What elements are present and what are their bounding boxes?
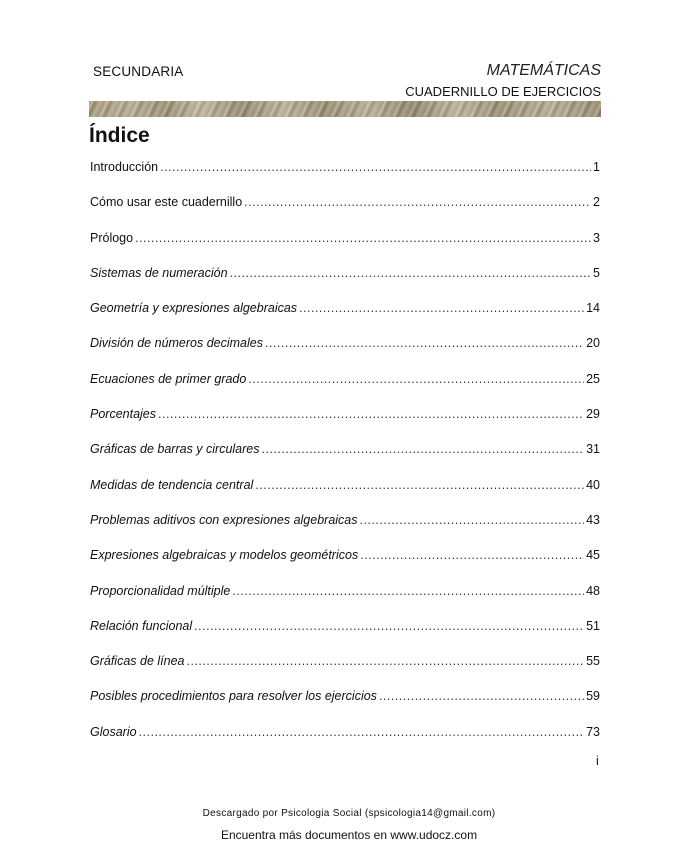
header-subject: MATEMÁTICAS (486, 62, 601, 79)
toc-entry-page: 5 (593, 265, 600, 280)
toc-entry[interactable] (90, 584, 600, 619)
toc-entry-label: Geometría y expresiones algebraicas (90, 301, 298, 316)
toc-entry-page: 31 (586, 442, 600, 457)
toc-entry[interactable] (90, 442, 600, 477)
toc-entry-page: 20 (586, 336, 600, 351)
toc-entry-page: 48 (586, 583, 600, 598)
toc-entry-label: Gráficas de línea (90, 654, 185, 669)
toc-entry-page: 1 (593, 160, 600, 174)
toc-leader-dots (262, 442, 585, 456)
toc-entry[interactable] (90, 336, 600, 371)
toc-entry-page: 43 (586, 512, 600, 527)
toc-entry-page: 29 (586, 407, 600, 422)
toc-entry[interactable] (90, 160, 600, 195)
toc-entry[interactable] (90, 654, 600, 689)
toc-entry-page: 55 (586, 654, 600, 669)
toc-entry[interactable] (90, 725, 600, 760)
toc-entry-label: Relación funcional (90, 618, 193, 633)
toc-entry[interactable] (90, 513, 600, 548)
toc-entry-label: Introducción (90, 160, 159, 174)
toc-entry[interactable] (90, 407, 600, 442)
toc-leader-dots (265, 336, 584, 350)
toc-leader-dots (139, 725, 585, 739)
toc-entry-page: 40 (586, 477, 600, 492)
toc-leader-dots (135, 231, 591, 245)
toc-entry-label: Porcentajes (90, 407, 157, 422)
toc-entry[interactable] (90, 689, 600, 724)
toc-entry-page: 25 (586, 371, 600, 386)
toc-leader-dots (244, 195, 591, 209)
toc-entry[interactable] (90, 231, 600, 266)
toc-entry-page: 59 (586, 689, 600, 704)
toc-entry-label: Gráficas de barras y circulares (90, 442, 260, 457)
toc-entry[interactable] (90, 372, 600, 407)
toc-entry[interactable] (90, 478, 600, 513)
toc-entry-label: Cómo usar este cuadernillo (90, 195, 243, 210)
toc-leader-dots (158, 407, 584, 421)
header-right (405, 61, 601, 101)
toc-leader-dots (360, 548, 584, 562)
toc-entry-label: Expresiones algebraicas y modelos geométricos (90, 548, 359, 563)
toc-entry-page: 51 (586, 618, 600, 633)
toc-entry[interactable] (90, 301, 600, 336)
toc-entry-label: Posibles procedimientos para resolver los ejercicios (90, 689, 377, 704)
toc-leader-dots (248, 372, 584, 386)
toc-entry-page: 14 (586, 301, 600, 316)
toc-entry-label: Medidas de tendencia central (90, 477, 254, 492)
toc-entry-label: Problemas aditivos con expresiones algebraicas (90, 512, 358, 527)
toc-entry[interactable] (90, 195, 600, 230)
toc-leader-dots (160, 160, 591, 174)
toc-leader-dots (255, 478, 584, 492)
toc-entry-page: 3 (593, 230, 600, 245)
toc-entry-label: División de números decimales (90, 336, 263, 351)
toc-leader-dots (194, 619, 584, 633)
page-number: i (596, 754, 599, 768)
toc-entry-page: 73 (586, 724, 600, 739)
toc-leader-dots (187, 654, 585, 668)
toc-entry-label: Sistemas de numeración (90, 265, 228, 280)
footer-download-note: Descargado por Psicologia Social (spsicologia14@gmail.com) (202, 808, 496, 819)
toc-entry-page: 2 (593, 195, 600, 210)
toc-leader-dots (232, 584, 584, 598)
footer-more-docs: Encuentra más documentos en www.udocz.com (220, 828, 478, 842)
toc-leader-dots (230, 266, 591, 280)
header-book-title: CUADERNILLO DE EJERCICIOS (405, 84, 601, 99)
toc-entry-label: Glosario (90, 724, 137, 739)
page-title: Índice (89, 124, 150, 147)
toc-entry[interactable] (90, 548, 600, 583)
toc-entry-page: 45 (586, 548, 600, 563)
toc-leader-dots (379, 689, 584, 703)
toc-entry-label: Ecuaciones de primer grado (90, 371, 247, 386)
toc-entry-label: Proporcionalidad múltiple (90, 583, 231, 598)
table-of-contents (90, 160, 600, 760)
toc-leader-dots (299, 301, 584, 315)
toc-leader-dots (360, 513, 585, 527)
header-level: SECUNDARIA (93, 64, 184, 79)
decorative-banner (89, 101, 601, 117)
toc-entry[interactable] (90, 619, 600, 654)
toc-entry[interactable] (90, 266, 600, 301)
toc-entry-label: Prólogo (90, 230, 134, 245)
